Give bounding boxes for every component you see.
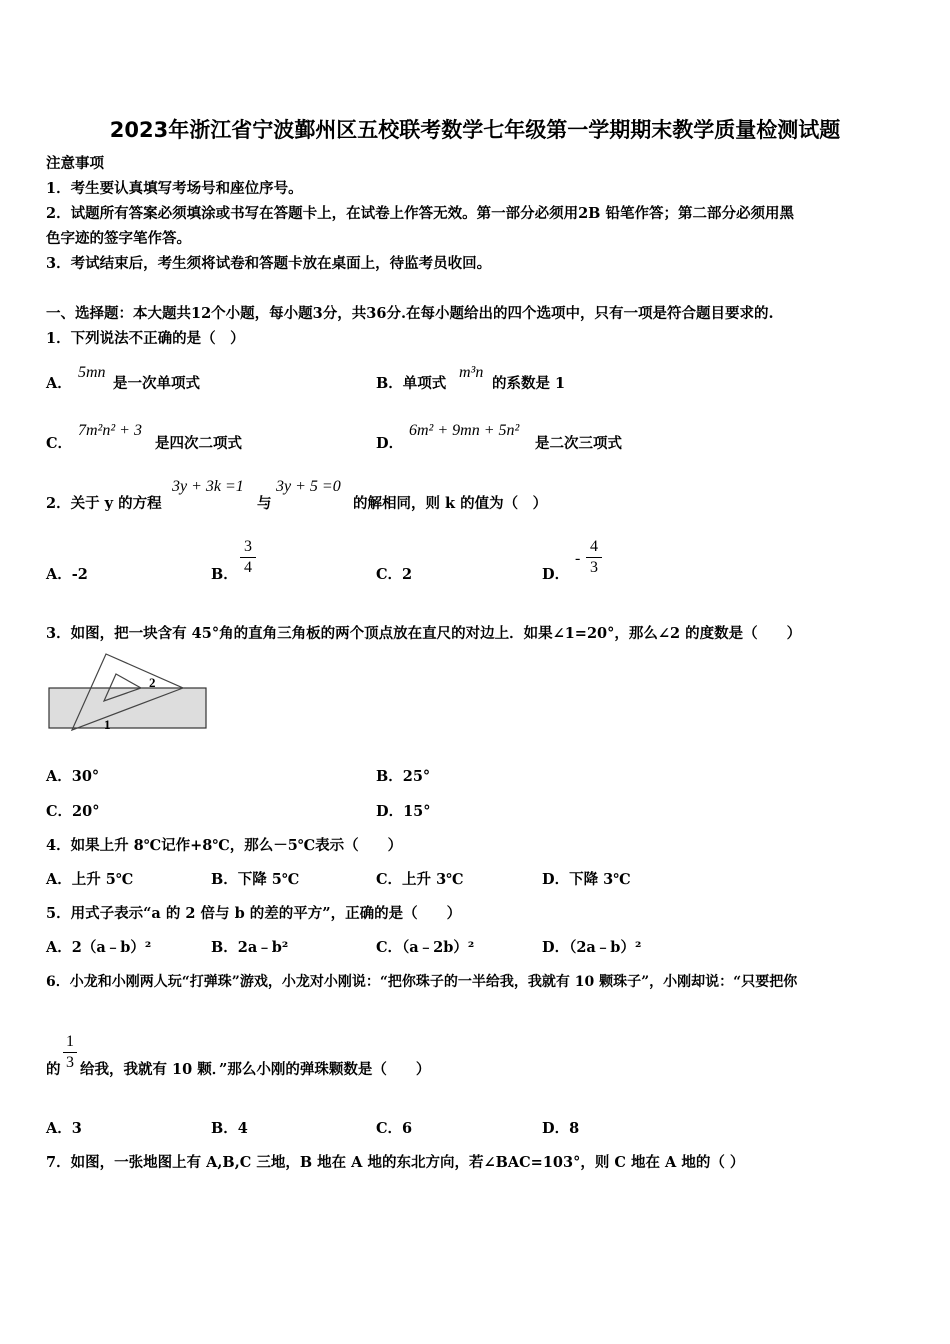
angle-2-label: 2 — [149, 675, 156, 690]
q2-stem-post: 的解相同，则 k 的值为（ ） — [353, 495, 548, 512]
q1-option-a-math: 5mn — [78, 364, 106, 381]
ruler-triangle-figure — [46, 652, 210, 734]
q6-option-c: C．6 — [376, 1120, 413, 1137]
q5-option-b: B．2a﹣b² — [211, 939, 289, 956]
q5-option-c: C．（a﹣2b）² — [376, 939, 475, 956]
q1-option-b-label: B．单项式 — [376, 375, 447, 392]
question-4-stem: 4．如果上升 8℃记作+8℃，那么－5℃表示（ ） — [46, 837, 403, 854]
q2-mid-text: 与 — [257, 495, 272, 512]
question-2-stem: 2．关于 y 的方程 — [46, 495, 162, 512]
q6-stem-pre: 的 — [46, 1061, 61, 1078]
q1-option-d-math: 6m² + 9mn + 5n² — [409, 422, 520, 439]
fraction-bar — [63, 1052, 77, 1053]
fraction-numerator: 4 — [590, 538, 598, 555]
q1-option-d-label: D． — [376, 435, 404, 452]
fraction-denominator: 3 — [590, 559, 598, 576]
notice-item: 1．考生要认真填写考场号和座位序号。 — [46, 180, 303, 197]
q1-option-c-text: 是四次二项式 — [155, 435, 242, 452]
question-3-stem: 3．如图，把一块含有 45°角的直角三角板的两个顶点放在直尺的对边上．如果∠1=20°，那么∠2 的度数是（ ） — [46, 625, 802, 642]
q2-option-d-sign: - — [575, 550, 581, 567]
fraction-bar — [586, 557, 602, 558]
q3-option-d: D．15° — [376, 803, 431, 820]
q4-option-c: C．上升 3℃ — [376, 871, 464, 888]
fraction-denominator: 3 — [66, 1054, 74, 1071]
question-5-stem: 5．用式子表示“a 的 2 倍与 b 的差的平方”，正确的是（ ） — [46, 905, 462, 922]
question-6-stem: 6．小龙和小刚两人玩“打弹珠”游戏，小龙对小刚说：“把你珠子的一半给我，我就有 10 颗珠子”，小刚却说：“只要把你 — [46, 974, 798, 990]
q1-option-c-label: C． — [46, 435, 73, 452]
q2-option-d-label: D． — [542, 566, 570, 583]
q6-stem-post: 给我，我就有 10 颗．”那么小刚的弹珠颗数是（ ） — [80, 1061, 431, 1078]
q1-option-a-label: A． — [46, 375, 72, 392]
fraction-bar — [240, 557, 256, 558]
section-heading: 一、选择题：本大题共12个小题，每小题3分，共36分.在每小题给出的四个选项中，只有一项是符合题目要求的. — [46, 305, 774, 322]
q5-option-d: D．（2a﹣b）² — [542, 939, 642, 956]
q5-option-a: A．2（a﹣b）² — [46, 939, 152, 956]
notice-item: 色字迹的签字笔作答。 — [46, 230, 191, 247]
q6-option-d: D．8 — [542, 1120, 580, 1137]
fraction-numerator: 3 — [244, 538, 252, 555]
q2-option-b-label: B． — [211, 566, 238, 583]
q2-option-b-fraction — [240, 538, 256, 577]
angle-1-label: 1 — [104, 717, 111, 732]
q4-option-a: A．上升 5℃ — [46, 871, 134, 888]
ruler — [49, 688, 206, 728]
q6-fraction — [63, 1033, 77, 1072]
question-7-stem: 7．如图，一张地图上有 A,B,C 三地，B 地在 A 地的东北方向，若∠BAC=103°，则 C 地在 A 地的（ ） — [46, 1154, 745, 1171]
q4-option-b: B．下降 5℃ — [211, 871, 300, 888]
q3-option-b: B．25° — [376, 768, 431, 785]
q6-option-a: A．3 — [46, 1120, 82, 1137]
fraction-numerator: 1 — [66, 1033, 74, 1050]
notice-heading: 注意事项 — [46, 155, 104, 172]
q1-option-c-math: 7m²n² + 3 — [78, 422, 142, 439]
q3-option-c: C．20° — [46, 803, 100, 820]
page-title: 2023年浙江省宁波鄞州区五校联考数学七年级第一学期期末教学质量检测试题 — [109, 118, 841, 142]
q2-option-a: A．-2 — [46, 566, 88, 583]
q1-option-a-text: 是一次单项式 — [113, 375, 200, 392]
q2-option-d-fraction — [586, 538, 602, 577]
q2-option-c: C．2 — [376, 566, 413, 583]
question-1-stem: 1．下列说法不正确的是（ ） — [46, 330, 245, 347]
notice-item: 3．考试结束后，考生须将试卷和答题卡放在桌面上，待监考员收回。 — [46, 255, 492, 272]
q6-option-b: B．4 — [211, 1120, 248, 1137]
fraction-denominator: 4 — [244, 559, 252, 576]
q4-option-d: D．下降 3℃ — [542, 871, 631, 888]
q1-option-b-text: 的系数是 1 — [492, 375, 566, 392]
q2-equation-2: 3y + 5 =0 — [276, 478, 341, 495]
notice-item: 2．试题所有答案必须填涂或书写在答题卡上，在试卷上作答无效。第一部分必须用2B 铅笔作答；第二部分必须用黑 — [46, 205, 794, 222]
q1-option-b-math: m³n — [459, 364, 484, 381]
q1-option-d-text: 是二次三项式 — [535, 435, 622, 452]
q3-option-a: A．30° — [46, 768, 100, 785]
q2-equation-1: 3y + 3k =1 — [172, 478, 244, 495]
